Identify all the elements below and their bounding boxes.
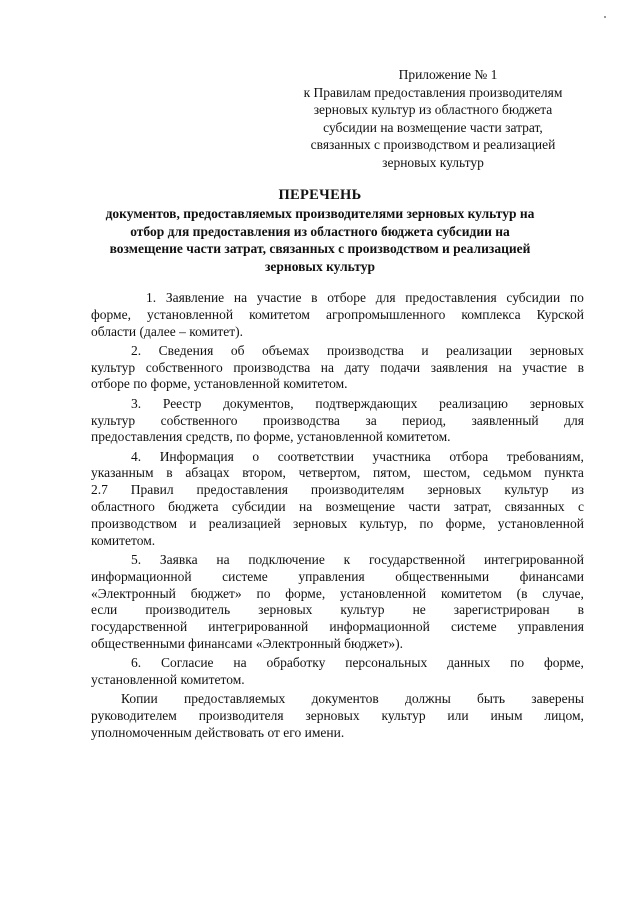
subtitle-line: отбор для предоставления из областного бюджета субсидии на	[130, 223, 510, 239]
text-line: «Электронный бюджет» по форме, установленной комитетом (в случае,	[91, 585, 584, 601]
appendix-line: субсидии на возмещение части затрат,	[323, 119, 543, 135]
document-body	[91, 290, 584, 744]
text-line: областного бюджета субсидии на возмещение части затрат, связанных с	[91, 499, 584, 515]
text-line: культур собственного производства на дату подачи заявления на участие в	[91, 359, 584, 375]
list-item	[91, 396, 584, 446]
appendix-line: связанных с производством и реализацией	[310, 137, 556, 152]
text-line: общественными финансами «Электронный бюджет»).	[91, 635, 403, 651]
text-line: если производитель зерновых культур не зарегистрирован в	[91, 602, 584, 618]
appendix-line: зерновых культур	[382, 154, 484, 170]
appendix-header	[268, 66, 598, 171]
list-item	[91, 449, 584, 550]
text-line: комитетом.	[91, 532, 156, 548]
text-line: 5. Заявка на подключение к государственной интегрированной	[131, 551, 584, 567]
text-line: уполномоченным действовать от его имени.	[91, 724, 345, 740]
text-line: 6. Согласие на обработку персональных данных по форме,	[131, 655, 584, 671]
text-line: 2.7 Правил предоставления производителям зерновых культур из	[91, 482, 584, 498]
subtitle-line: зерновых культур	[265, 258, 375, 274]
text-line: Копии предоставляемых документов должны быть заверены	[121, 691, 584, 707]
text-line: установленной комитетом.	[91, 672, 245, 688]
text-line: 2. Сведения об объемах производства и реализации зерновых	[131, 342, 584, 358]
appendix-line: зерновых культур из областного бюджета	[313, 102, 553, 117]
closing-note	[91, 691, 584, 741]
text-line: области (далее – комитет).	[91, 323, 243, 339]
list-item	[91, 290, 584, 340]
text-line: государственной интегрированной информационной системе управления	[91, 619, 584, 635]
subtitle-line: документов, предоставляемых производителями зерновых культур на	[105, 206, 535, 221]
subtitle-line: возмещение части затрат, связанных с производством и реализацией	[109, 241, 531, 257]
text-line: 1. Заявление на участие в отборе для предоставления субсидии по	[146, 290, 584, 305]
text-line: форме, установленной комитетом агропромышленного комплекса Курской	[91, 306, 584, 322]
text-line: предоставления средств, по форме, установленной комитетом.	[91, 429, 451, 445]
text-line: информационной системе управления общественными финансами	[91, 568, 584, 584]
text-line: производством и реализацией зерновых культур, по форме, установленной	[91, 515, 584, 531]
text-line: 3. Реестр документов, подтверждающих реализацию зерновых	[131, 395, 584, 411]
text-line: культур собственного производства за период, заявленный для	[91, 412, 584, 428]
document-title: ПЕРЕЧЕНЬ	[278, 187, 362, 203]
list-item	[91, 655, 584, 689]
scan-speck	[604, 16, 606, 18]
text-line: отборе по форме, установленной комитетом.	[91, 376, 348, 392]
text-line: 4. Информация о соответствии участника отбора требованиям,	[131, 448, 584, 464]
document-subtitle	[70, 205, 570, 275]
text-line: руководителем производителя зерновых культур или иным лицом,	[91, 708, 584, 724]
list-item	[91, 343, 584, 393]
text-line: указанным в абзацах втором, четвертом, пятом, шестом, седьмом пункта	[91, 465, 584, 481]
list-item	[91, 552, 584, 653]
appendix-line: к Правилам предоставления производителям	[303, 84, 563, 100]
appendix-line: Приложение № 1	[398, 67, 498, 82]
